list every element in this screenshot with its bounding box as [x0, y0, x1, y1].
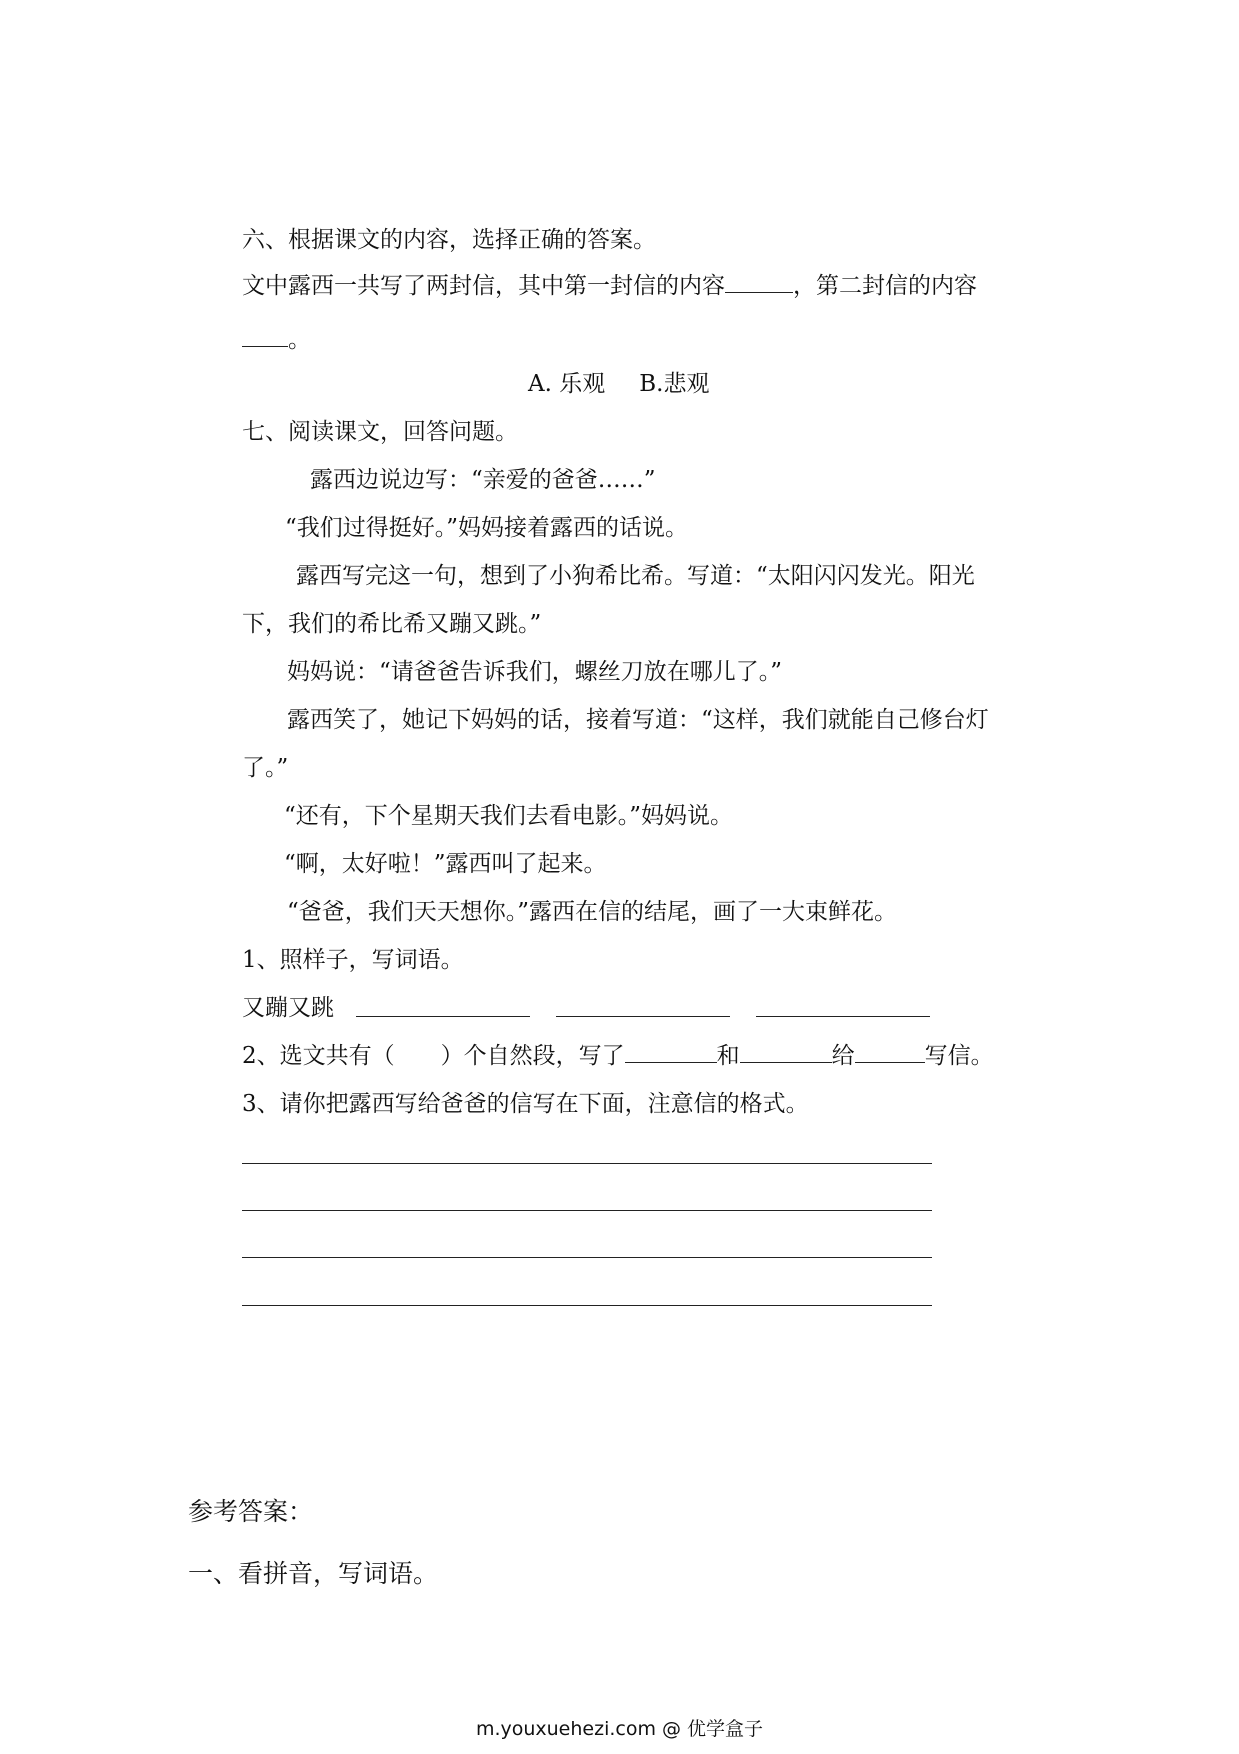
footer-watermark: m.youxuehezi.com @ 优学盒子	[475, 1718, 764, 1740]
word-blank	[756, 1016, 930, 1017]
word-blank	[556, 1016, 730, 1017]
writing-line	[242, 1305, 932, 1306]
section7-heading: 七、阅读课文，回答问题。	[242, 419, 518, 445]
answer-blank	[740, 1044, 832, 1063]
example-word: 又蹦又跳	[242, 995, 334, 1021]
word-blank	[356, 1016, 530, 1017]
answers-heading: 参考答案：	[188, 1497, 314, 1526]
answer-blank	[242, 328, 288, 347]
option-a: A. 乐观	[528, 371, 606, 397]
passage-line: “啊，太好啦！”露西叫了起来。	[284, 851, 607, 877]
question-2-text-b: 和	[716, 1043, 740, 1069]
passage-line: 露西写完这一句，想到了小狗希比希。写道：“太阳闪闪发光。阳光	[296, 563, 975, 589]
question-1: 1、照样子，写词语。	[242, 947, 464, 973]
question-3: 3、请你把露西写给爸爸的信写在下面，注意信的格式。	[242, 1091, 809, 1117]
passage-line: 了。”	[242, 755, 289, 781]
section6-options	[528, 368, 709, 400]
question-1-example	[242, 992, 334, 1024]
question-2-text-a: 2、选文共有（ ）个自然段，写了	[242, 1043, 625, 1069]
answers-section-1: 一、看拼音，写词语。	[188, 1559, 439, 1588]
question-2-text-c: 给	[831, 1043, 855, 1069]
answer-blank	[625, 1044, 717, 1063]
passage-line: “我们过得挺好。”妈妈接着露西的话说。	[285, 515, 689, 541]
writing-line	[242, 1210, 932, 1211]
passage-line: 下，我们的希比希又蹦又跳。”	[242, 611, 542, 637]
section6-text-b: ，第二封信的内容	[793, 273, 977, 299]
section6-question-line1	[242, 270, 977, 302]
section6-text-end: 。	[288, 327, 311, 353]
question-2	[242, 1040, 994, 1072]
passage-line: 露西笑了，她记下妈妈的话，接着写道：“这样，我们就能自己修台灯	[287, 707, 989, 733]
writing-line	[242, 1257, 932, 1258]
passage-line: 妈妈说：“请爸爸告诉我们，螺丝刀放在哪儿了。”	[287, 659, 783, 685]
passage-line: “还有，下个星期天我们去看电影。”妈妈说。	[284, 803, 734, 829]
answer-blank	[855, 1044, 925, 1063]
question-2-text-d: 写信。	[924, 1043, 994, 1069]
section6-text-a: 文中露西一共写了两封信，其中第一封信的内容	[242, 273, 725, 299]
answer-blank	[725, 274, 793, 293]
passage-line: 露西边说边写：“亲爱的爸爸……”	[310, 467, 656, 493]
option-b: B.悲观	[639, 371, 710, 397]
section6-heading: 六、根据课文的内容，选择正确的答案。	[242, 227, 656, 253]
passage-line: “爸爸，我们天天想你。”露西在信的结尾，画了一大束鲜花。	[287, 899, 898, 925]
writing-line	[242, 1163, 932, 1164]
section6-question-line2	[242, 324, 311, 356]
